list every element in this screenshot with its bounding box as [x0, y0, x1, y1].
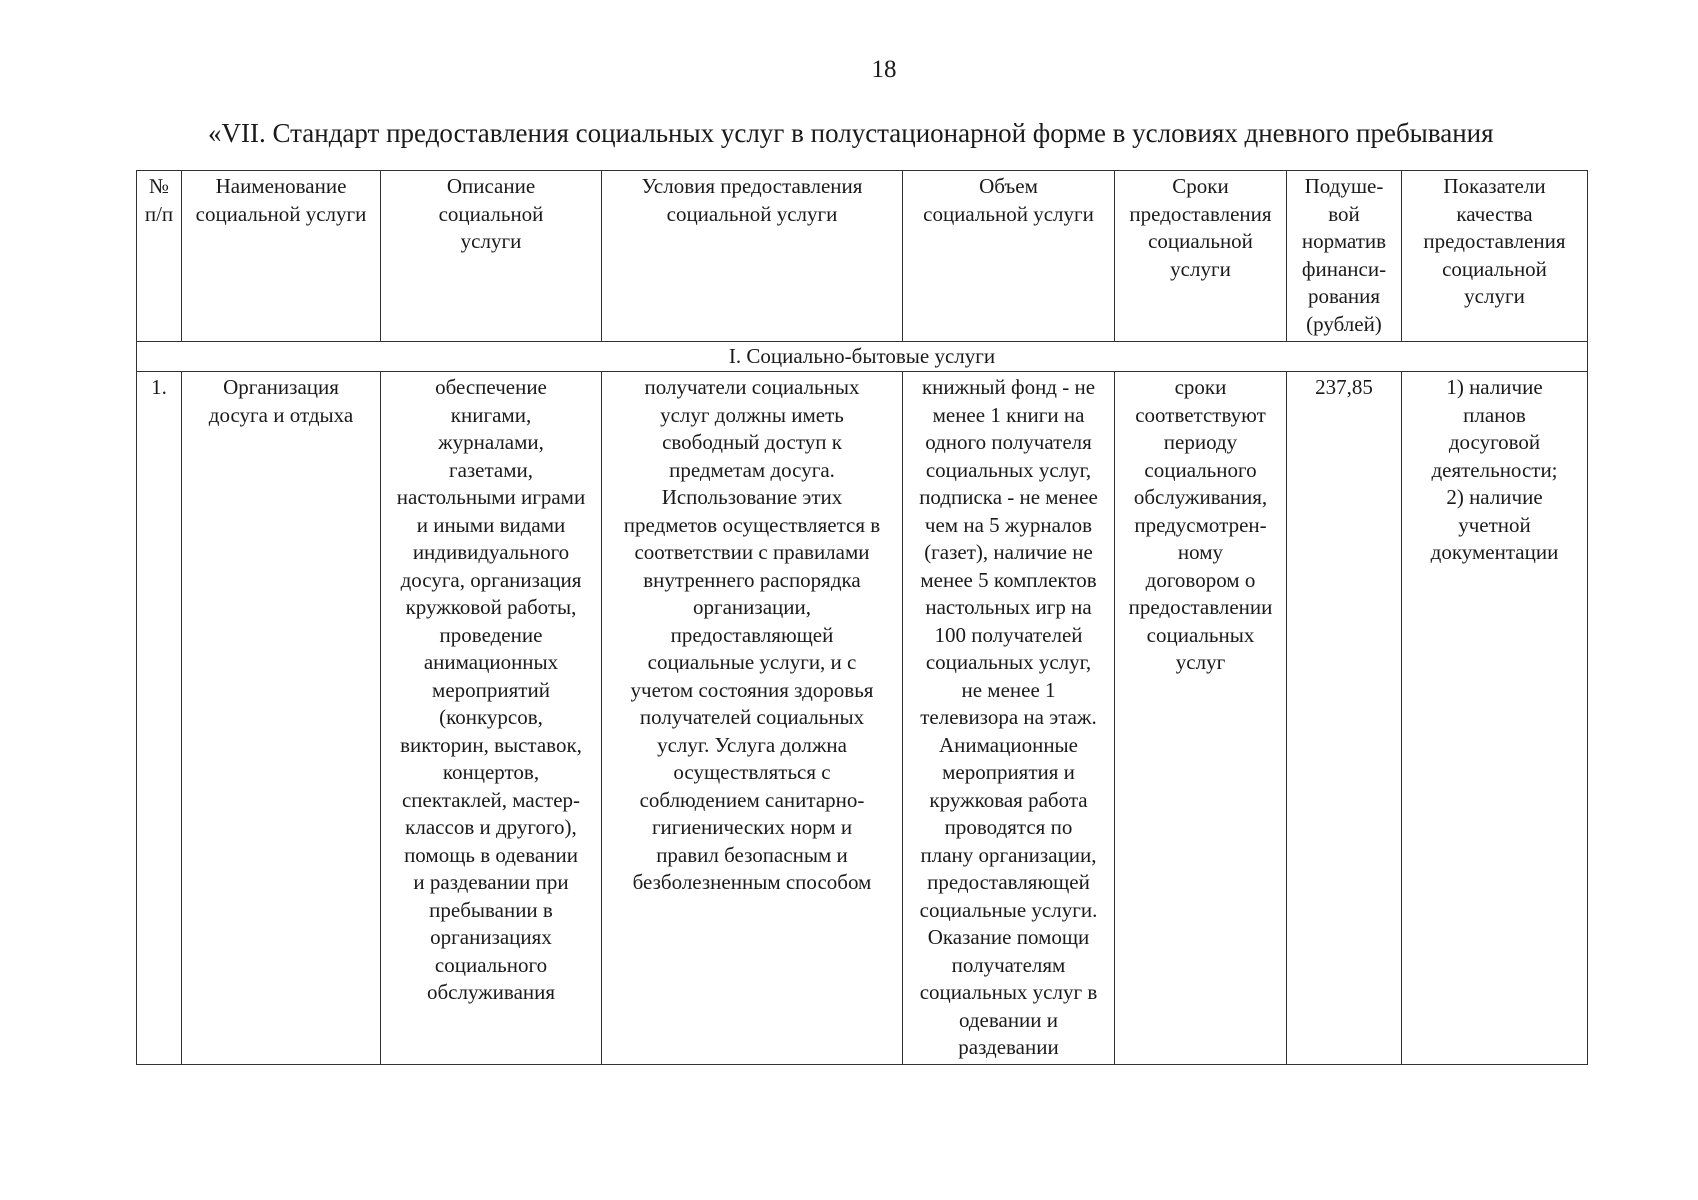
document-title: «VII. Стандарт предоставления социальных услуг в полустационарной форме в условиях дневного пребывания [208, 118, 1494, 148]
table-row [137, 372, 1588, 1065]
header-service-description: Описание социальной услуги [381, 171, 602, 342]
header-financing-norm: Подуше- вой норматив финанси- рования (рублей) [1287, 171, 1402, 342]
row-quality-indicators: 1) наличие планов досуговой деятельности; 2) наличие учетной документации [1402, 372, 1588, 1065]
table-header-row [137, 171, 1588, 342]
page-number: 18 [871, 56, 897, 83]
header-number: № п/п [137, 171, 182, 342]
header-service-terms: Сроки предоставления социальной услуги [1115, 171, 1287, 342]
section-title: I. Социально-бытовые услуги [137, 342, 1588, 372]
row-service-conditions: получатели социальных услуг должны иметь свободный доступ к предметам досуга. Использование этих предметов осуществляется в соответствии с правилами внутреннего распорядка организации, предоставляющей социальные услуги, и с учетом состояния здоровья получателей социальных услуг. Услуга должна осуществляться с соблюдением санитарно- гигиенических норм и правил безопасным и безболезненным способом [602, 372, 903, 1065]
services-standard-table [136, 170, 1588, 1065]
header-service-volume: Объем социальной услуги [903, 171, 1115, 342]
header-service-conditions: Условия предоставления социальной услуги [602, 171, 903, 342]
header-quality-indicators: Показатели качества предоставления социальной услуги [1402, 171, 1588, 342]
section-row [137, 342, 1588, 372]
row-service-name: Организация досуга и отдыха [182, 372, 381, 1065]
row-service-volume: книжный фонд - не менее 1 книги на одного получателя социальных услуг, подписка - не менее чем на 5 журналов (газет), наличие не менее 5 комплектов настольных игр на 100 получателей социальных услуг, не менее 1 телевизора на этаж. Анимационные мероприятия и кружковая работа проводятся по плану организации, предоставляющей социальные услуги. Оказание помощи получателям социальных услуг в одевании и раздевании [903, 372, 1115, 1065]
row-number: 1. [137, 372, 182, 1065]
row-service-terms: сроки соответствуют периоду социального обслуживания, предусмотрен- ному договором о предоставлении социальных услуг [1115, 372, 1287, 1065]
header-service-name: Наименование социальной услуги [182, 171, 381, 342]
row-financing-norm: 237,85 [1287, 372, 1402, 1065]
row-service-description: обеспечение книгами, журналами, газетами, настольными играми и иными видами индивидуального досуга, организация кружковой работы, проведение анимационных мероприятий (конкурсов, викторин, выставок, концертов, спектаклей, мастер- классов и другого), помощь в одевании и раздевании при пребывании в организациях социального обслуживания [381, 372, 602, 1065]
